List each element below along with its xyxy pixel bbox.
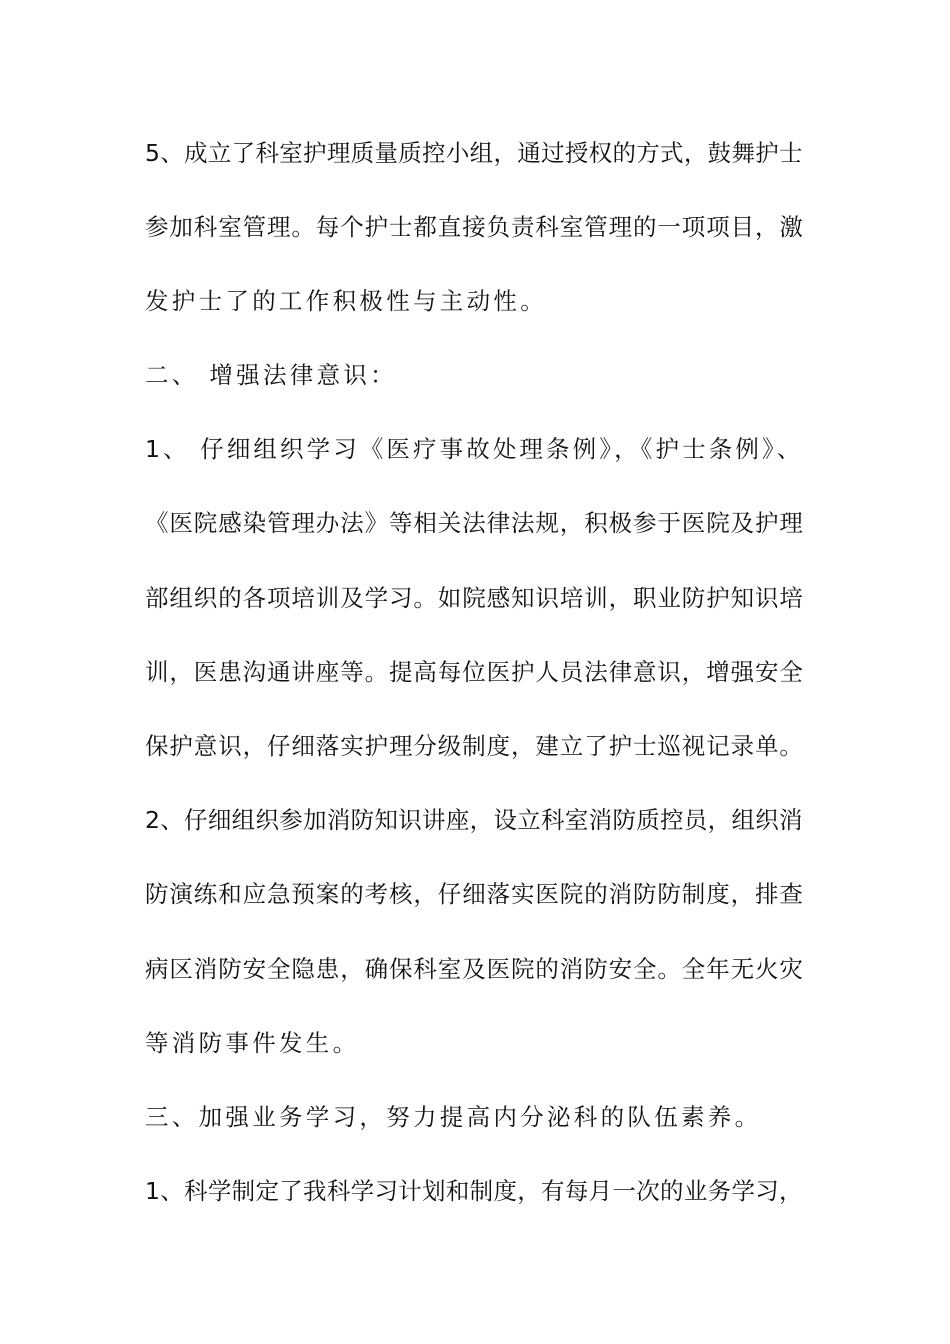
paragraph-5-line-3: 发护士了的工作积极性与主动性。 <box>145 287 547 315</box>
item-2-line-2: 防演练和应急预案的考核，仔细落实医院的消防防制度，排查 <box>145 880 804 908</box>
item-1-line-5: 保护意识，仔细落实护理分级制度，建立了护士巡视记录单。 <box>145 732 804 760</box>
section-3-item-1-line-1: 1、科学制定了我科学习计划和制度，有每月一次的业务学习， <box>145 1177 803 1205</box>
section-2-heading: 二、 增强法律意识： <box>145 361 397 389</box>
item-1-line-2: 《医院感染管理办法》等相关法律法规，积极参于医院及护理 <box>145 509 804 537</box>
paragraph-5-line-1: 5、成立了科室护理质量质控小组，通过授权的方式，鼓舞护士 <box>145 139 803 167</box>
item-1-line-1: 1、 仔细组织学习《医疗事故处理条例》，《护士条例》、 <box>145 435 804 463</box>
item-2-line-4: 等消防事件发生。 <box>145 1029 360 1057</box>
item-2-line-1: 2、仔细组织参加消防知识讲座，设立科室消防质控员，组织消 <box>145 806 803 834</box>
paragraph-5-line-2: 参加科室管理。每个护士都直接负责科室管理的一项项目，激 <box>145 213 804 241</box>
item-1-line-3: 部组织的各项培训及学习。如院感知识培训，职业防护知识培 <box>145 584 804 612</box>
item-2-line-3: 病区消防安全隐患，确保科室及医院的消防安全。全年无火灾 <box>145 955 804 983</box>
item-1-line-4: 训，医患沟通讲座等。提高每位医护人员法律意识，增强安全 <box>145 658 804 686</box>
section-3-heading: 三、加强业务学习，努力提高内分泌科的队伍素养。 <box>145 1103 762 1131</box>
